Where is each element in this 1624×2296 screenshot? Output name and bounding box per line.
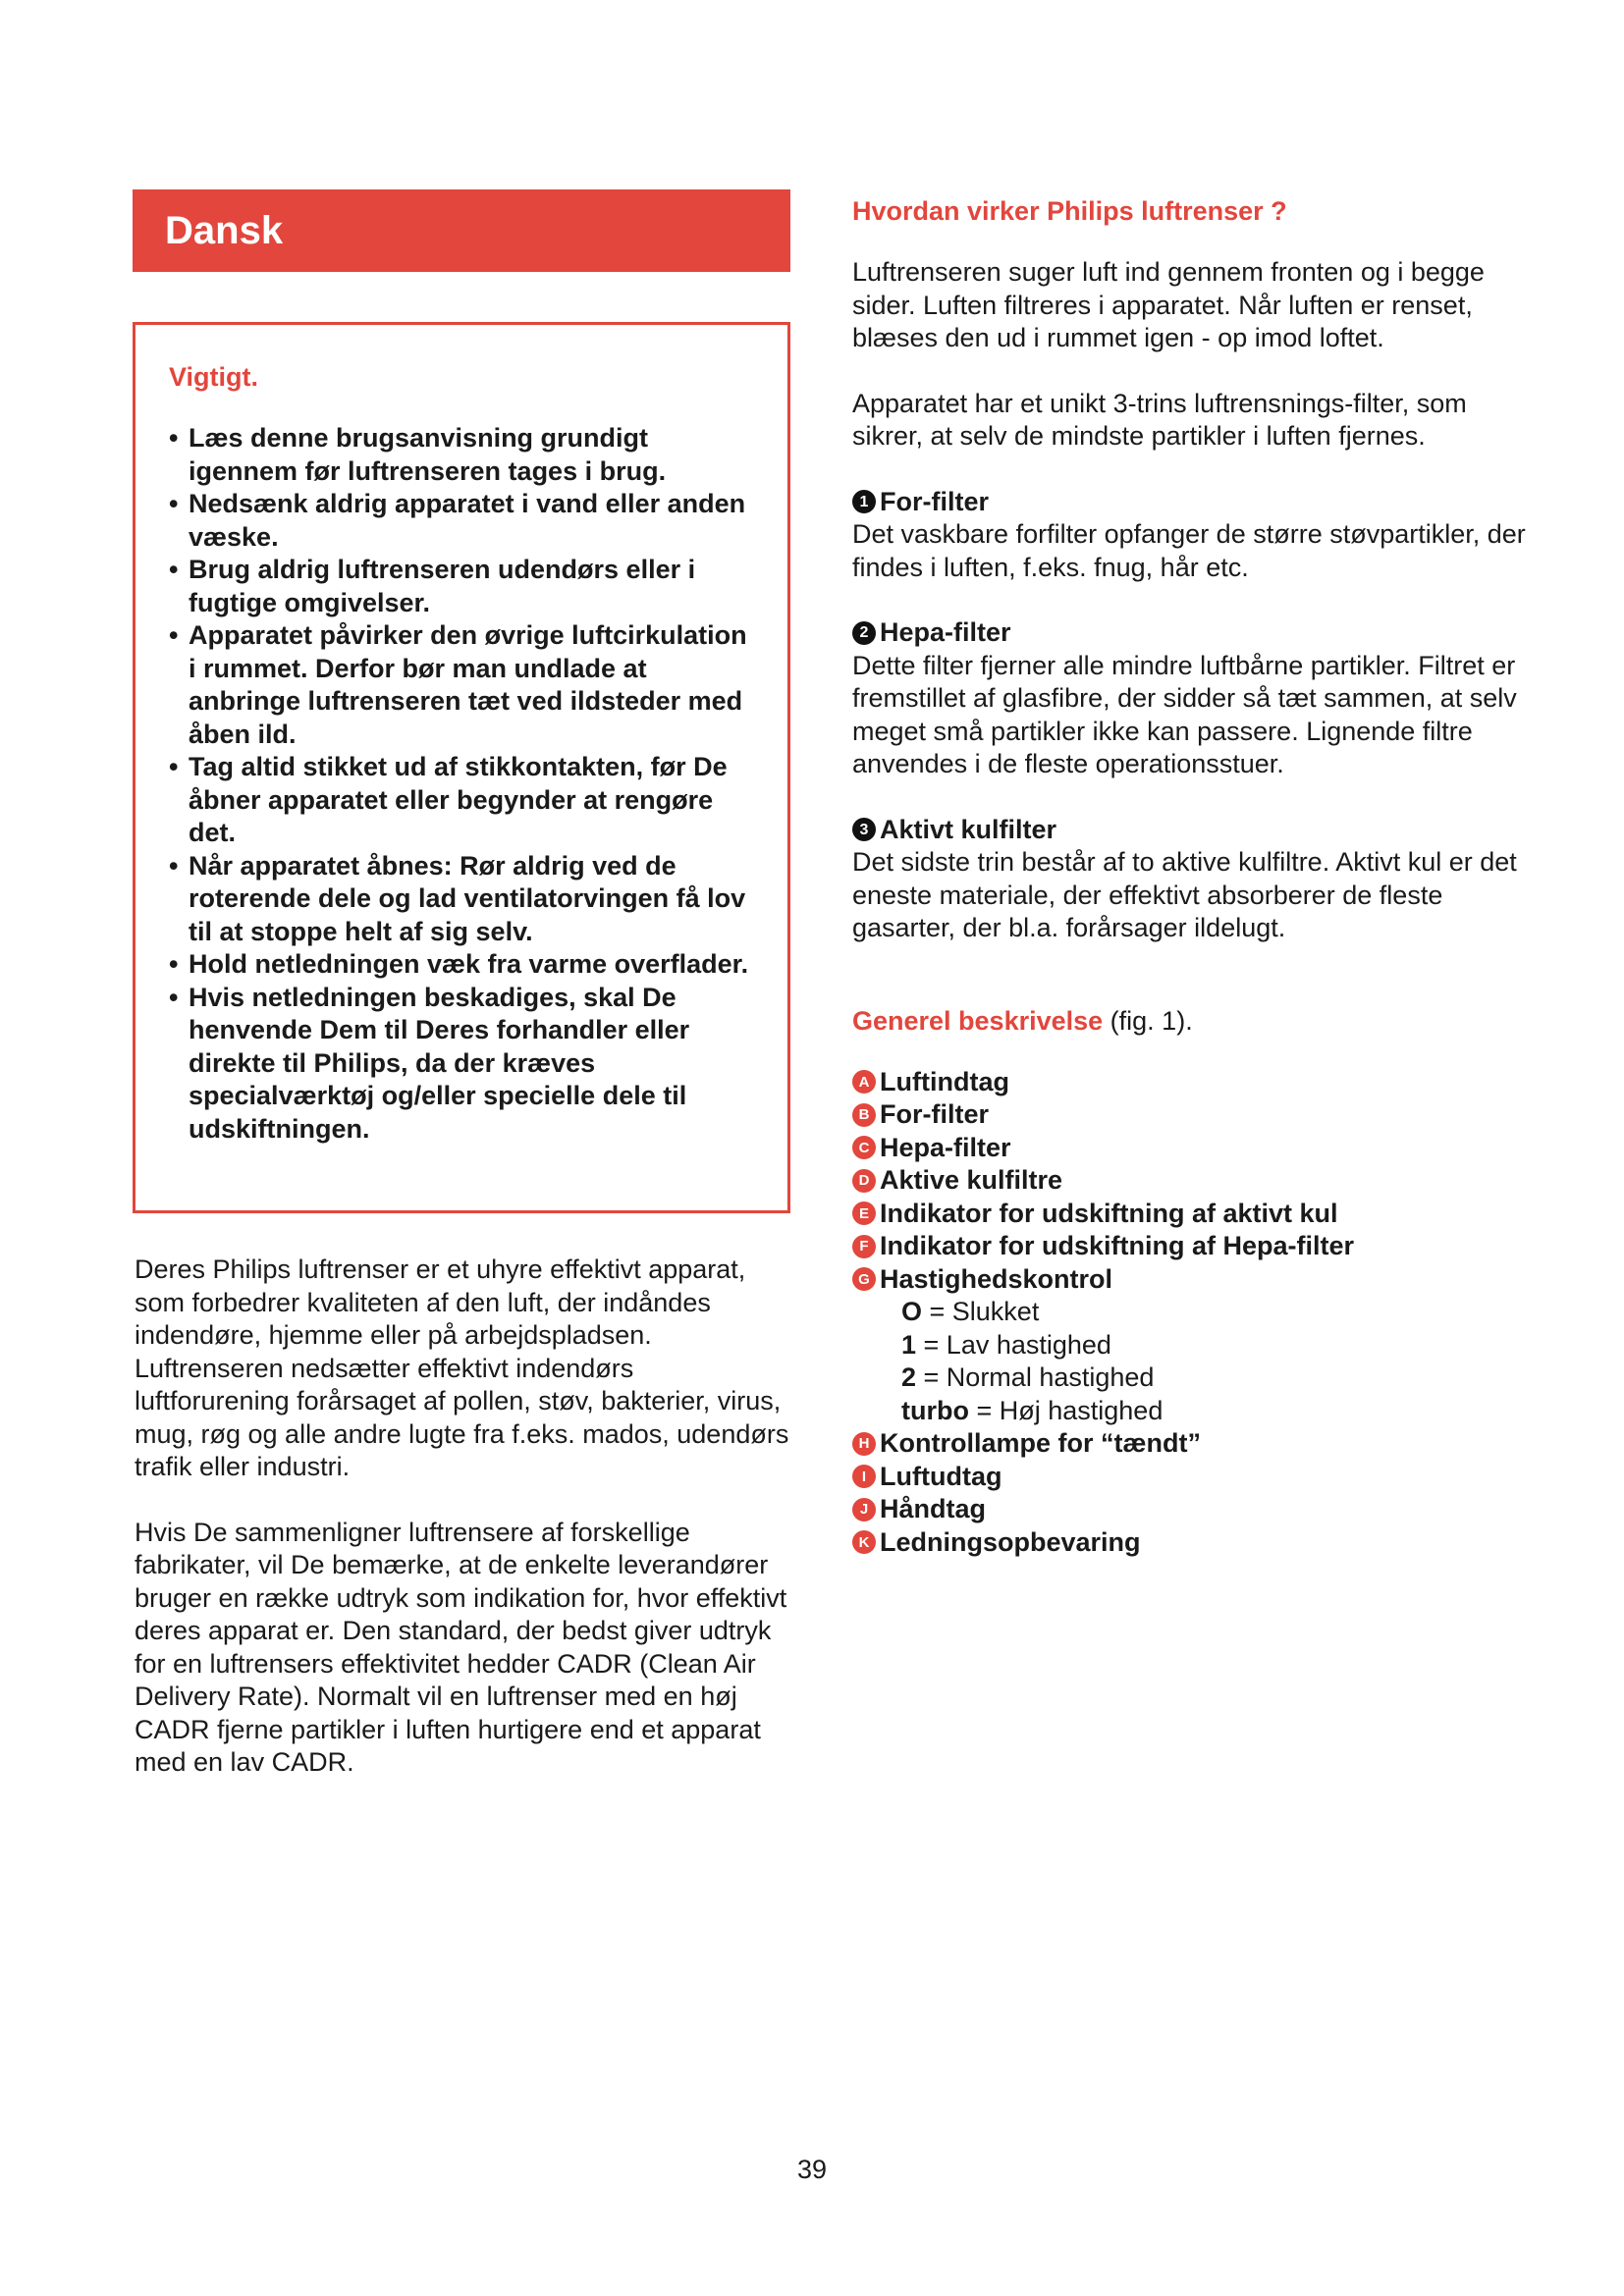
list-item: I Luftudtag	[852, 1461, 1530, 1494]
intro-section	[135, 1254, 792, 1780]
letter-b-icon: B	[852, 1103, 876, 1127]
filter-title: For-filter	[880, 486, 989, 516]
list-item: B For-filter	[852, 1098, 1530, 1132]
letter-a-icon: A	[852, 1070, 876, 1094]
list-item: • Apparatet påvirker den øvrige luftcirkulation i rummet. Derfor bør man undlade at anbringe luftrenseren tæt ved ildsteder med åben ild.	[169, 620, 747, 749]
filter-3	[852, 814, 1530, 945]
how-paragraph-1: Luftrenseren suger luft ind gennem fronten og i begge sider. Luften filtreres i apparatet. Når luften er renset, blæses den ud i rummet igen - op imod loftet.	[852, 257, 1485, 352]
letter-i-icon: I	[852, 1465, 876, 1488]
list-item: K Ledningsopbevaring	[852, 1526, 1530, 1560]
filter-1	[852, 486, 1530, 585]
letter-d-icon: D	[852, 1169, 876, 1193]
filter-title: Aktivt kulfilter	[880, 814, 1057, 844]
filter-text: Det vaskbare forfilter opfanger de større støvpartikler, der findes i luften, f.eks. fnug, hår etc.	[852, 519, 1526, 582]
page-number: 39	[796, 2155, 828, 2184]
filter-text: Det sidste trin består af to aktive kulfiltre. Aktivt kul er det eneste materiale, der effektivt absorberer de fleste gasarter, der bl.a. forårsager ildelugt.	[852, 847, 1517, 942]
language-banner	[133, 189, 790, 272]
list-item: F Indikator for udskiftning af Hepa-filter	[852, 1230, 1530, 1263]
how-paragraph-2: Apparatet har et unikt 3-trins luftrensnings-filter, som sikrer, at selv de mindste partikler i luften fjernes.	[852, 388, 1467, 451]
list-item: D Aktive kulfiltre	[852, 1164, 1530, 1198]
how-it-works-section	[852, 196, 1530, 1559]
intro-paragraph-2: Hvis De sammenligner luftrensere af forskellige fabrikater, vil De bemærke, at de enkelte leverandører bruger en række udtryk som indikation for, hvor effektivt deres apparat er. Den standard, der bedst giver udtryk for en luftrensers effektivitet hedder CADR (Clean Air Delivery Rate). Normalt vil en luftrenser med en høj CADR fjerne partikler i luften hurtigere end et apparat med en lav CADR.	[135, 1517, 787, 1777]
number-2-icon: 2	[852, 621, 876, 645]
list-item: • Tag altid stikket ud af stikkontakten, før De åbner apparatet eller begynder at rengøre det.	[169, 752, 728, 847]
important-box	[133, 322, 790, 1213]
number-1-icon: 1	[852, 490, 876, 513]
list-item: • Nedsænk aldrig apparatet i vand eller anden væske.	[169, 489, 746, 552]
list-item: • Brug aldrig luftrenseren udendørs eller i fugtige omgivelser.	[169, 555, 696, 617]
letter-k-icon: K	[852, 1530, 876, 1554]
language-title: Dansk	[165, 208, 284, 252]
important-list	[169, 422, 760, 1146]
speed-setting: 2 = Normal hastighed	[901, 1362, 1155, 1392]
letter-j-icon: J	[852, 1498, 876, 1522]
letter-e-icon: E	[852, 1201, 876, 1225]
letter-c-icon: C	[852, 1136, 876, 1159]
letter-h-icon: H	[852, 1432, 876, 1456]
speed-setting: turbo = Høj hastighed	[901, 1395, 1164, 1425]
list-item: • Læs denne brugsanvisning grundigt igennem før luftrenseren tages i brug.	[169, 423, 667, 486]
letter-f-icon: F	[852, 1235, 876, 1258]
how-heading: Hvordan virker Philips luftrenser ?	[852, 196, 1287, 226]
letter-g-icon: G	[852, 1267, 876, 1291]
list-item: E Indikator for udskiftning af aktivt kul	[852, 1198, 1530, 1231]
general-heading: Generel beskrivelse (fig. 1).	[852, 1005, 1193, 1036]
intro-paragraph-1: Deres Philips luftrenser er et uhyre effektivt apparat, som forbedrer kvaliteten af den luft, der indåndes indendøre, hjemme eller på arbejdspladsen. Luftrenseren nedsætter effektivt indendørs luftforurening forårsaget af pollen, støv, bakterier, virus, mug, røg og alle andre lugte fra f.eks. mados, udendørs trafik eller industri.	[135, 1255, 789, 1481]
filter-title: Hepa-filter	[880, 617, 1011, 647]
list-item: A Luftindtag	[852, 1066, 1530, 1099]
list-item: • Hold netledningen væk fra varme overflader.	[169, 949, 749, 979]
list-item: G Hastighedskontrol	[852, 1263, 1530, 1297]
list-item: • Hvis netledningen beskadiges, skal De henvende Dem til Deres forhandler eller direkte til Philips, da der kræves specialværktøj og/eller specielle dele til udskiftningen.	[169, 982, 690, 1144]
speed-setting: 1 = Lav hastighed	[901, 1329, 1111, 1360]
list-item: C Hepa-filter	[852, 1132, 1530, 1165]
fig-reference: (fig. 1).	[1103, 1005, 1193, 1036]
speed-setting: O = Slukket	[901, 1297, 1040, 1326]
number-3-icon: 3	[852, 818, 876, 841]
list-item: J Håndtag	[852, 1493, 1530, 1526]
important-title: Vigtigt.	[169, 362, 258, 392]
filter-text: Dette filter fjerner alle mindre luftbårne partikler. Filtret er fremstillet af glasfibre, der sidder så tæt sammen, at selv meget små partikler ikke kan passere. Lignende filtre anvendes i de fleste operationsstuer.	[852, 650, 1517, 778]
parts-list	[852, 1066, 1530, 1560]
list-item: • Når apparatet åbnes: Rør aldrig ved de roterende dele og lad ventilatorvingen få lov til at stoppe helt af sig selv.	[169, 850, 746, 946]
list-item: H Kontrollampe for “tændt”	[852, 1427, 1530, 1461]
filter-2	[852, 616, 1530, 781]
